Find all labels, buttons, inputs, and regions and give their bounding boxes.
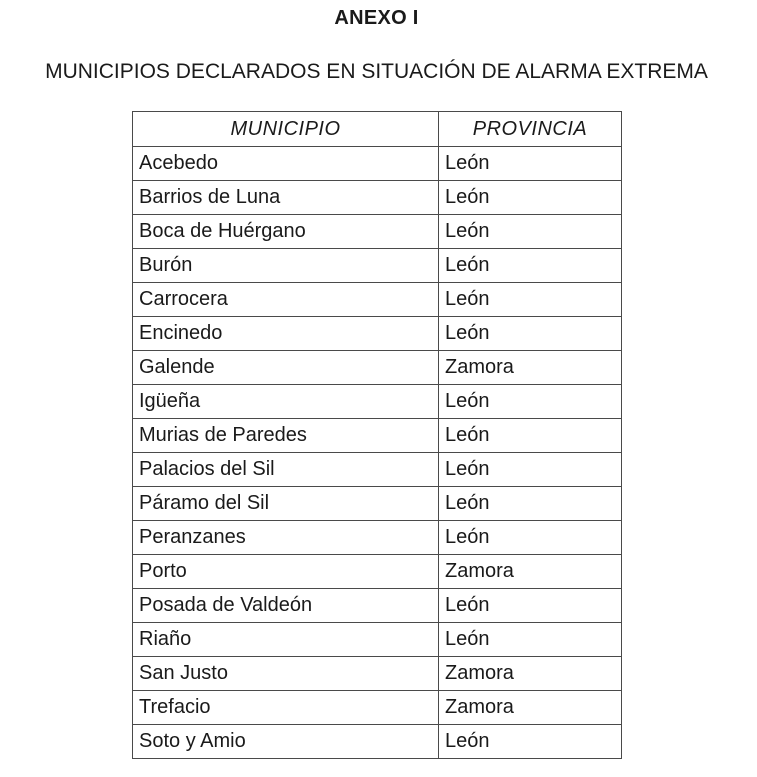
municipio-cell: Boca de Huérgano xyxy=(133,215,439,249)
provincia-cell: León xyxy=(439,215,622,249)
table-row xyxy=(133,317,622,351)
municipio-cell: Burón xyxy=(133,249,439,283)
column-header-municipio: MUNICIPIO xyxy=(133,112,439,147)
table-row xyxy=(133,589,622,623)
table-row xyxy=(133,215,622,249)
table-row xyxy=(133,249,622,283)
table-row xyxy=(133,453,622,487)
annex-title: ANEXO I xyxy=(334,7,419,29)
table-row xyxy=(133,283,622,317)
provincia-cell: León xyxy=(439,521,622,555)
table-row xyxy=(133,419,622,453)
provincia-cell: Zamora xyxy=(439,657,622,691)
municipalities-table xyxy=(132,111,622,759)
municipio-cell: Páramo del Sil xyxy=(133,487,439,521)
table-row xyxy=(133,521,622,555)
provincia-cell: León xyxy=(439,419,622,453)
table-row xyxy=(133,555,622,589)
table-row xyxy=(133,351,622,385)
municipio-cell: Encinedo xyxy=(133,317,439,351)
municipio-cell: Riaño xyxy=(133,623,439,657)
table-row xyxy=(133,385,622,419)
table-row xyxy=(133,181,622,215)
document-subtitle: MUNICIPIOS DECLARADOS EN SITUACIÓN DE ALARMA EXTREMA xyxy=(45,60,708,83)
table-row xyxy=(133,147,622,181)
municipio-cell: Peranzanes xyxy=(133,521,439,555)
provincia-cell: Zamora xyxy=(439,691,622,725)
provincia-cell: León xyxy=(439,317,622,351)
provincia-cell: León xyxy=(439,249,622,283)
municipio-cell: Palacios del Sil xyxy=(133,453,439,487)
provincia-cell: León xyxy=(439,283,622,317)
table-row xyxy=(133,657,622,691)
municipio-cell: Murias de Paredes xyxy=(133,419,439,453)
municipio-cell: Barrios de Luna xyxy=(133,181,439,215)
provincia-cell: León xyxy=(439,487,622,521)
municipio-cell: Igüeña xyxy=(133,385,439,419)
municipio-cell: Galende xyxy=(133,351,439,385)
table-row xyxy=(133,691,622,725)
municipio-cell: Porto xyxy=(133,555,439,589)
table-row xyxy=(133,725,622,759)
provincia-cell: León xyxy=(439,147,622,181)
table-header-row xyxy=(133,112,622,147)
municipio-cell: San Justo xyxy=(133,657,439,691)
provincia-cell: León xyxy=(439,623,622,657)
municipio-cell: Carrocera xyxy=(133,283,439,317)
provincia-cell: Zamora xyxy=(439,351,622,385)
provincia-cell: León xyxy=(439,589,622,623)
municipio-cell: Soto y Amio xyxy=(133,725,439,759)
municipio-cell: Trefacio xyxy=(133,691,439,725)
provincia-cell: León xyxy=(439,453,622,487)
municipio-cell: Acebedo xyxy=(133,147,439,181)
provincia-cell: León xyxy=(439,181,622,215)
provincia-cell: León xyxy=(439,725,622,759)
table-row xyxy=(133,623,622,657)
column-header-provincia: PROVINCIA xyxy=(439,112,622,147)
provincia-cell: Zamora xyxy=(439,555,622,589)
table-row xyxy=(133,487,622,521)
provincia-cell: León xyxy=(439,385,622,419)
municipio-cell: Posada de Valdeón xyxy=(133,589,439,623)
